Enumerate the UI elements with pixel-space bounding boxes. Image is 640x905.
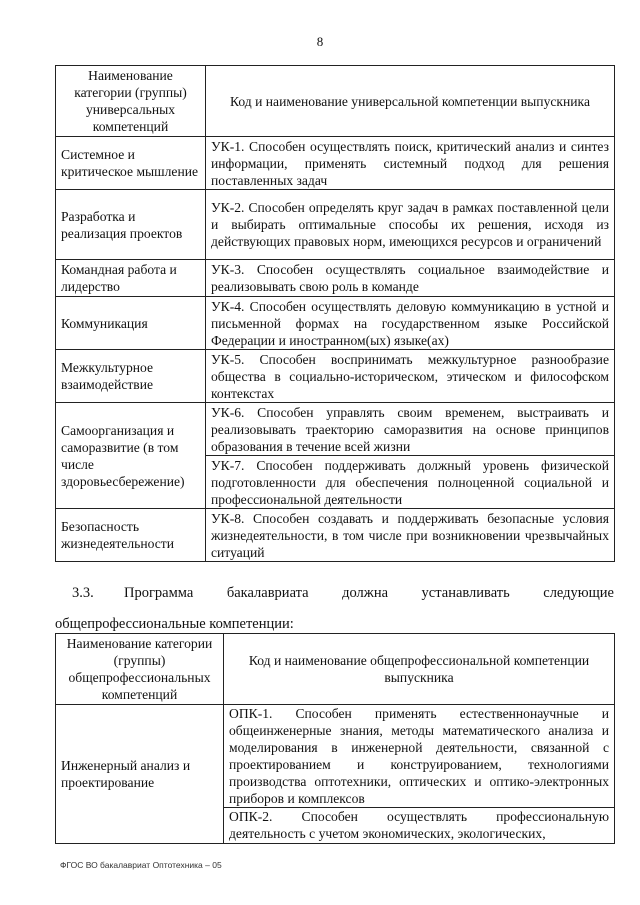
table-row xyxy=(56,260,615,297)
page-number: 8 xyxy=(316,34,324,49)
table-row xyxy=(56,137,615,190)
table-row xyxy=(56,350,615,403)
general-competencies-table xyxy=(55,633,615,844)
category-cell: Самоорганизация и саморазвитие (в том числе здоровьесбережение) xyxy=(56,403,206,509)
paragraph-line-1 xyxy=(72,578,614,609)
competency-cell: УК-7. Способен поддерживать должный уровень физической подготовленности для обеспечения полноценной социальной и профессиональной деятельности xyxy=(206,456,615,509)
table-row xyxy=(56,297,615,350)
table-row xyxy=(56,190,615,260)
category-cell: Командная работа и лидерство xyxy=(56,260,206,297)
header-category: Наименование категории (группы) универсальных компетенций xyxy=(56,66,206,137)
category-cell: Безопасность жизнедеятельности xyxy=(56,509,206,562)
competency-cell: УК-1. Способен осуществлять поиск, критический анализ и синтез информации, применять системный подход для решения поставленных задач xyxy=(206,137,615,190)
category-cell: Разработка и реализация проектов xyxy=(56,190,206,260)
universal-competencies-table xyxy=(55,65,615,562)
header-code: Код и наименование универсальной компетенции выпускника xyxy=(206,66,615,137)
competency-cell: УК-2. Способен определять круг задач в рамках поставленной цели и выбирать оптимальные способы их решения, исходя из действующих правовых норм, имеющихся ресурсов и ограничений xyxy=(206,190,615,260)
paragraph-number: 3.3. xyxy=(72,585,94,601)
category-cell: Инженерный анализ и проектирование xyxy=(56,705,224,844)
competency-cell: УК-3. Способен осуществлять социальное взаимодействие и реализовывать свою роль в команде xyxy=(206,260,615,297)
competency-cell: УК-8. Способен создавать и поддерживать безопасные условия жизнедеятельности, в том числе при возникновении чрезвычайных ситуаций xyxy=(206,509,615,562)
paragraph-text-2: общепрофессиональные компетенции: xyxy=(55,616,294,632)
paragraph-3-3 xyxy=(55,578,614,640)
table-header-row xyxy=(56,634,615,705)
competency-cell: ОПК-1. Способен применять естественнонаучные и общеинженерные знания, методы математического анализа и моделирования в инженерной деятельности, связанной с проектированием и конструированием, технологиями производства оптотехники, оптических и оптико-электронных приборов и комплексов xyxy=(224,705,615,808)
table-row xyxy=(56,705,615,808)
table-header-row xyxy=(56,66,615,137)
table-row xyxy=(56,509,615,562)
header-category: Наименование категории (группы) общепрофессиональных компетенций xyxy=(56,634,224,705)
footer-text: ФГОС ВО бакалавриат Оптотехника – 05 xyxy=(60,860,222,870)
competency-cell: ОПК-2. Способен осуществлять профессиональную деятельность с учетом экономических, экологических, xyxy=(224,808,615,844)
competency-cell: УК-5. Способен воспринимать межкультурное разнообразие общества в социально-историческом, этическом и философском контекстах xyxy=(206,350,615,403)
header-code: Код и наименование общепрофессиональной компетенции выпускника xyxy=(224,634,615,705)
category-cell: Системное и критическое мышление xyxy=(56,137,206,190)
competency-cell: УК-4. Способен осуществлять деловую коммуникацию в устной и письменной формах на государственном языке Российской Федерации и иностранном(ых) языке(ах) xyxy=(206,297,615,350)
category-cell: Коммуникация xyxy=(56,297,206,350)
category-cell: Межкультурное взаимодействие xyxy=(56,350,206,403)
competency-cell: УК-6. Способен управлять своим временем, выстраивать и реализовывать траекторию саморазвития на основе принципов образования в течение всей жизни xyxy=(206,403,615,456)
paragraph-text-1: Программа бакалавриата должна устанавливать следующие xyxy=(124,585,614,601)
table-row xyxy=(56,403,615,456)
